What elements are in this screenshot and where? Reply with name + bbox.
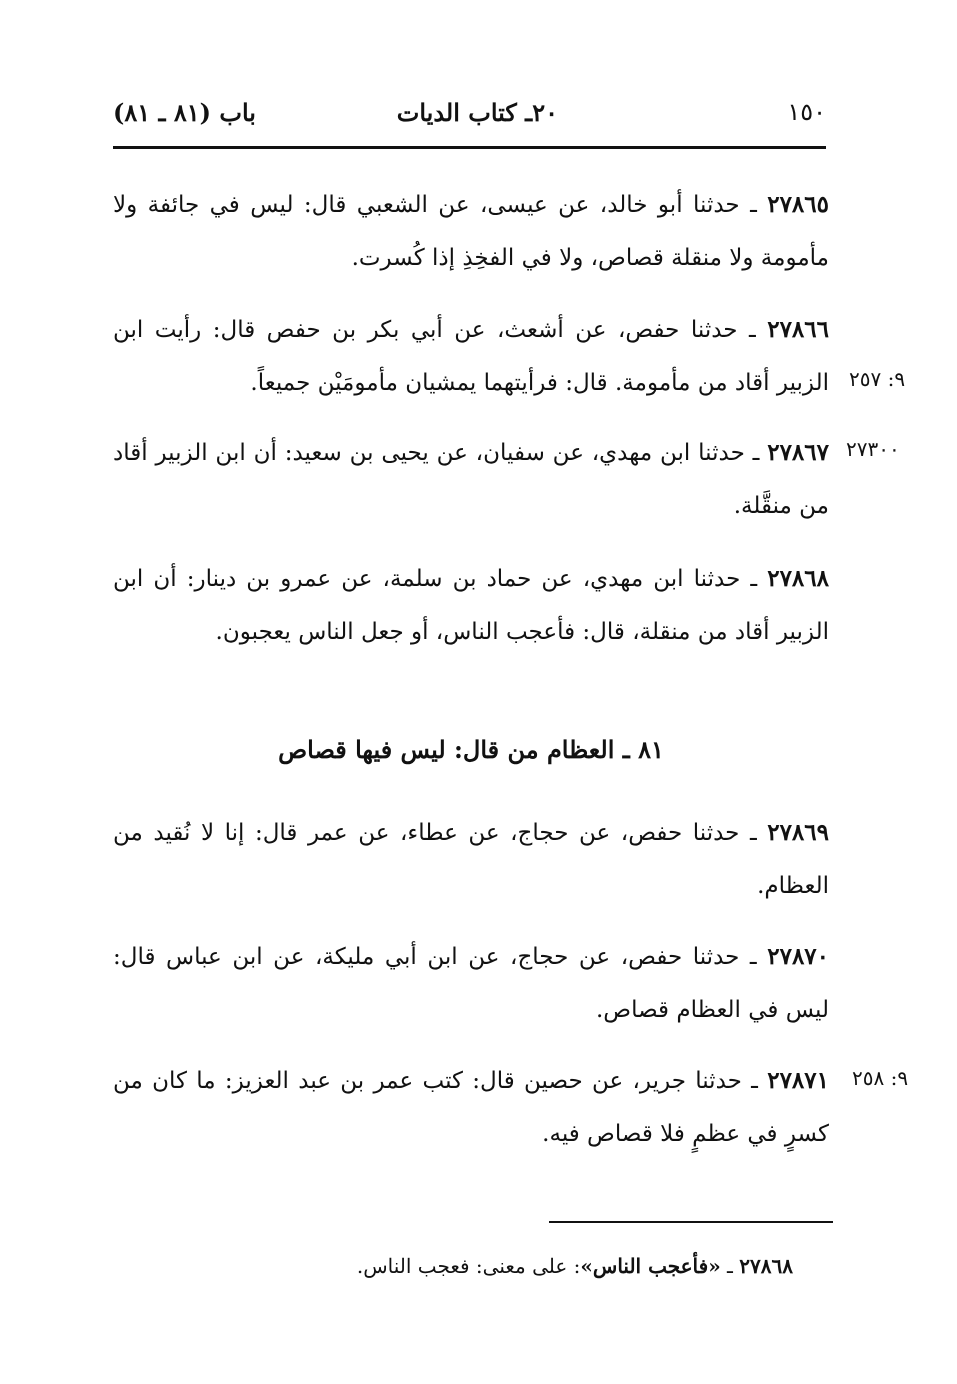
footnote-term: «فأعجب الناس» [580, 1254, 721, 1278]
hadith-text: ـ حدثنا جرير، عن حصين قال: كتب عمر بن عبد العزيز: ما كان من كسرٍ في عظمٍ فلا قصاص فيه. [113, 1068, 829, 1147]
hadith-number: ٢٧٨٦٥ [767, 191, 829, 218]
section-heading: ٨١ ـ العظام من قال: ليس فيها قصاص [278, 735, 664, 764]
footnote-number: ٢٧٨٦٨ [739, 1254, 793, 1278]
hadith-entry [113, 178, 829, 285]
page-header [113, 98, 826, 138]
margin-reference: ٩: ٢٥٨ [852, 1066, 909, 1090]
hadith-number: ٢٧٨٦٩ [767, 819, 829, 846]
chapter-range: باب (٨١ ـ ٨١) [113, 98, 256, 127]
hadith-text: ـ حدثنا حفص، عن حجاج، عن ابن أبي مليكة، عن ابن عباس قال: ليس في العظام قصاص. [113, 944, 829, 1023]
hadith-entry [113, 552, 829, 659]
hadith-number: ٢٧٨٧٠ [767, 943, 830, 970]
footnote-separator: ـ [720, 1254, 740, 1278]
hadith-text: ـ حدثنا ابن مهدي، عن سفيان، عن يحيى بن سعيد: أن ابن الزبير أقاد من منقَّلة. [113, 440, 829, 519]
hadith-text: ـ حدثنا ابن مهدي، عن حماد بن سلمة، عن عمرو بن دينار: أن ابن الزبير أقاد من منقلة، قال: فأعجب الناس، أو جعل الناس يعجبون. [113, 566, 829, 645]
hadith-number: ٢٧٨٦٨ [767, 565, 829, 592]
page-number: ١٥٠ [787, 98, 826, 126]
hadith-entry [113, 1054, 829, 1161]
footnote-divider [549, 1221, 833, 1223]
hadith-number: ٢٧٨٦٦ [767, 316, 829, 343]
footnote [113, 1248, 793, 1284]
footnote-text: : على معنى: فعجب الناس. [356, 1254, 581, 1278]
hadith-number: ٢٧٨٦٧ [767, 439, 829, 466]
hadith-entry [113, 930, 829, 1037]
hadith-entry [113, 303, 829, 410]
hadith-entry [113, 806, 829, 913]
hadith-text: ـ حدثنا حفص، عن أشعث، عن أبي بكر بن حفص قال: رأيت ابن الزبير أقاد من مأمومة. قال: فرأيتهما يمشيان مأمومَيْن جميعاً. [113, 317, 829, 396]
hadith-number: ٢٧٨٧١ [767, 1067, 829, 1094]
margin-reference: ٢٧٣٠٠ [846, 437, 900, 461]
book-title: ٢٠ـ كتاب الديات [396, 98, 558, 127]
margin-reference: ٩: ٢٥٧ [849, 367, 906, 391]
hadith-text: ـ حدثنا أبو خالد، عن عيسى، عن الشعبي قال: ليس في جائفة ولا مأمومة ولا منقلة قصاص، ولا في الفخِذِ إذا كُسرت. [113, 192, 829, 271]
header-divider [113, 146, 826, 149]
hadith-text: ـ حدثنا حفص، عن حجاج، عن عطاء، عن عمر قال: إنا لا نُقيد من العظام. [113, 820, 829, 899]
hadith-entry [113, 426, 829, 533]
